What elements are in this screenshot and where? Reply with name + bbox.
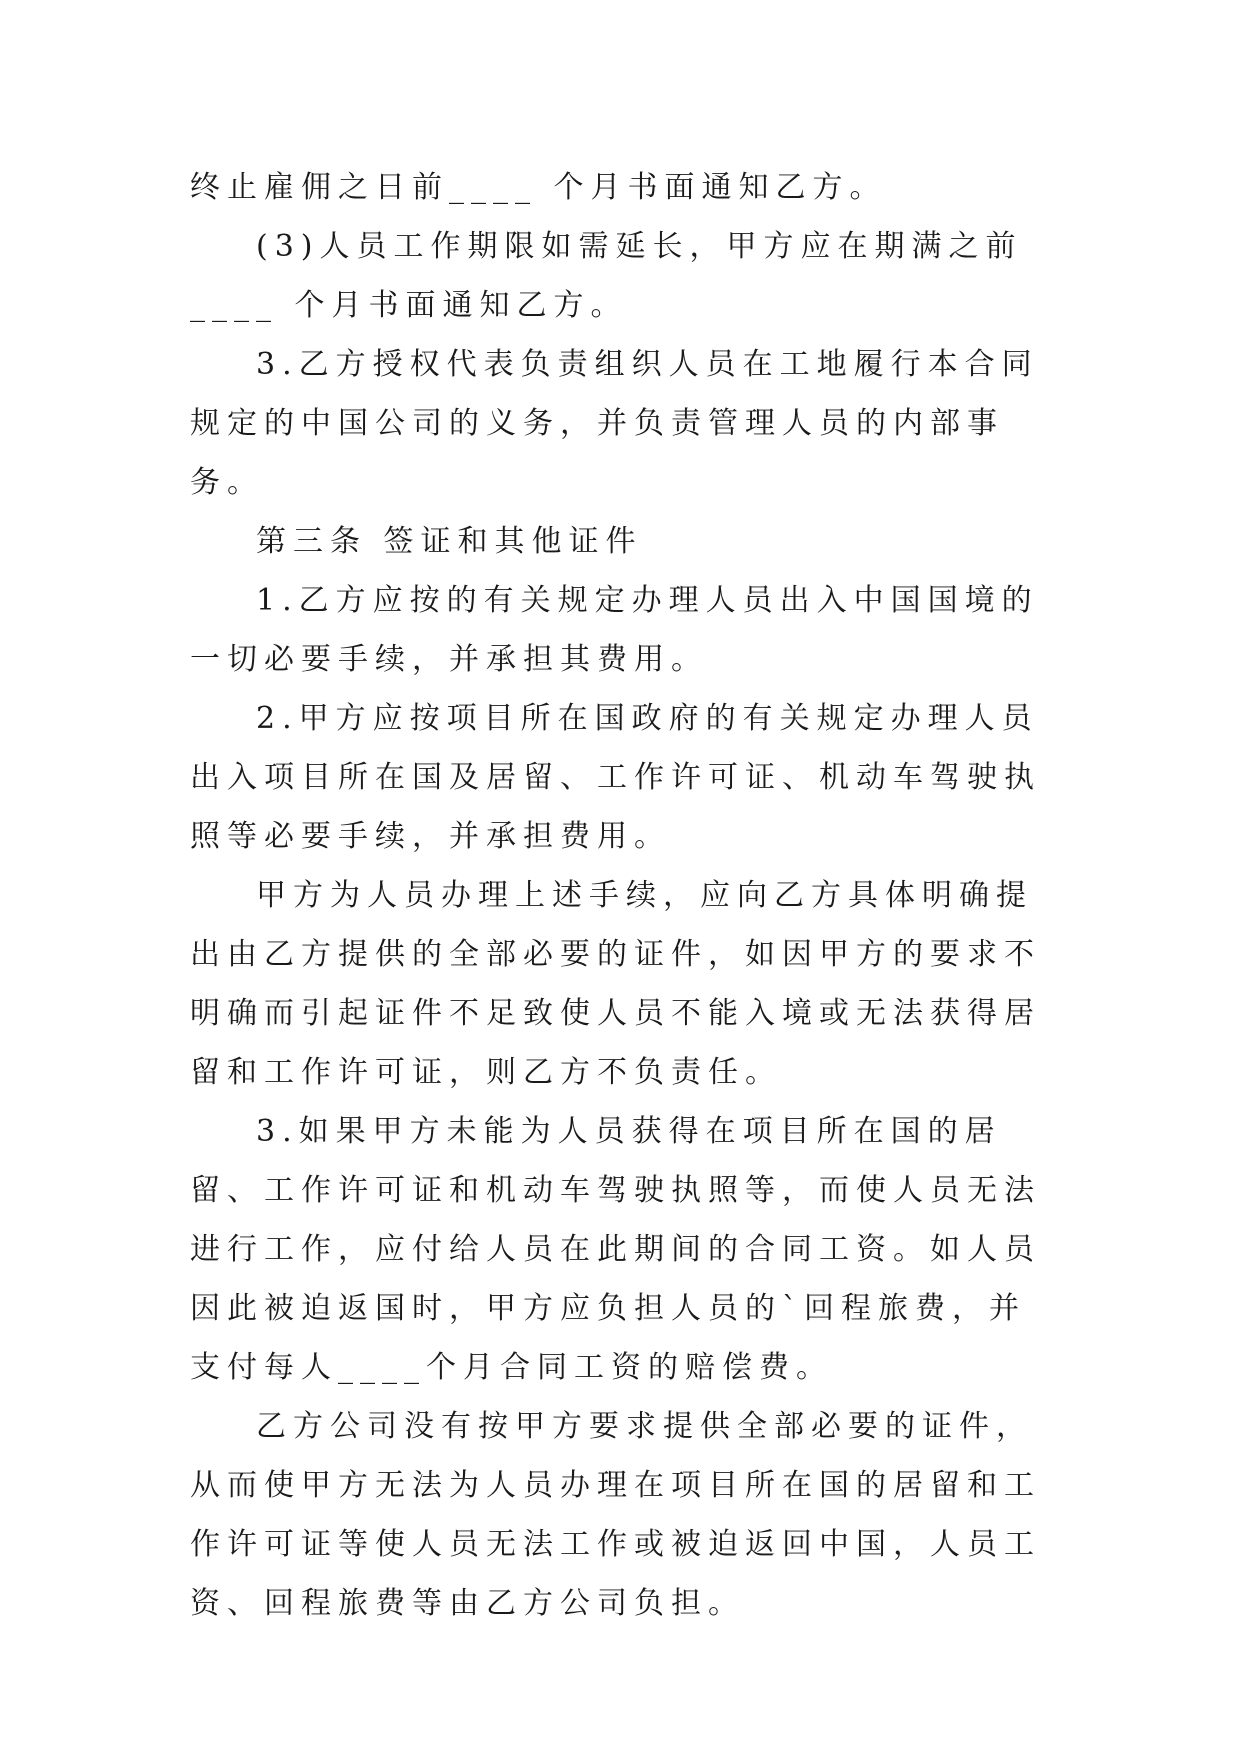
paragraph-item-2: 2.甲方应按项目所在国政府的有关规定办理人员出入项目所在国及居留、工作许可证、机动车驾驶执照等必要手续，并承担费用。 — [190, 701, 1041, 854]
paragraph-liability: 乙方公司没有按甲方要求提供全部必要的证件，从而使甲方无法为人员办理在项目所在国的居留和工作许可证等使人员无法工作或被迫返回中国，人员工资、回程旅费等由乙方公司负担。 — [190, 1409, 1041, 1621]
section-heading: 第三条 签证和其他证件 — [256, 524, 643, 559]
paragraph-item-3: 3.乙方授权代表负责组织人员在工地履行本合同规定的中国公司的义务，并负责管理人员的内部事务。 — [190, 347, 1039, 500]
paragraph-continuation: 终止雇佣之日前____ 个月书面通知乙方。 — [190, 170, 887, 205]
paragraph-item-1: 1.乙方应按的有关规定办理人员出入中国国境的一切必要手续，并承担其费用。 — [190, 583, 1039, 677]
paragraph-clause-3: (3)人员工作期限如需延长，甲方应在期满之前____ 个月书面通知乙方。 — [190, 229, 1023, 323]
paragraph-item-3b: 3.如果甲方未能为人员获得在项目所在国的居留、工作许可证和机动车驾驶执照等，而使人员无法进行工作，应付给人员在此期间的合同工资。如人员因此被迫返国时，甲方应负担人员的`回程旅费，并支付每人____个月合同工资的赔偿费。 — [190, 1114, 1041, 1385]
paragraph-documents: 甲方为人员办理上述手续，应向乙方具体明确提出由乙方提供的全部必要的证件，如因甲方的要求不明确而引起证件不足致使人员不能入境或无法获得居留和工作许可证，则乙方不负责任。 — [190, 878, 1041, 1090]
document-body — [190, 158, 1060, 1633]
